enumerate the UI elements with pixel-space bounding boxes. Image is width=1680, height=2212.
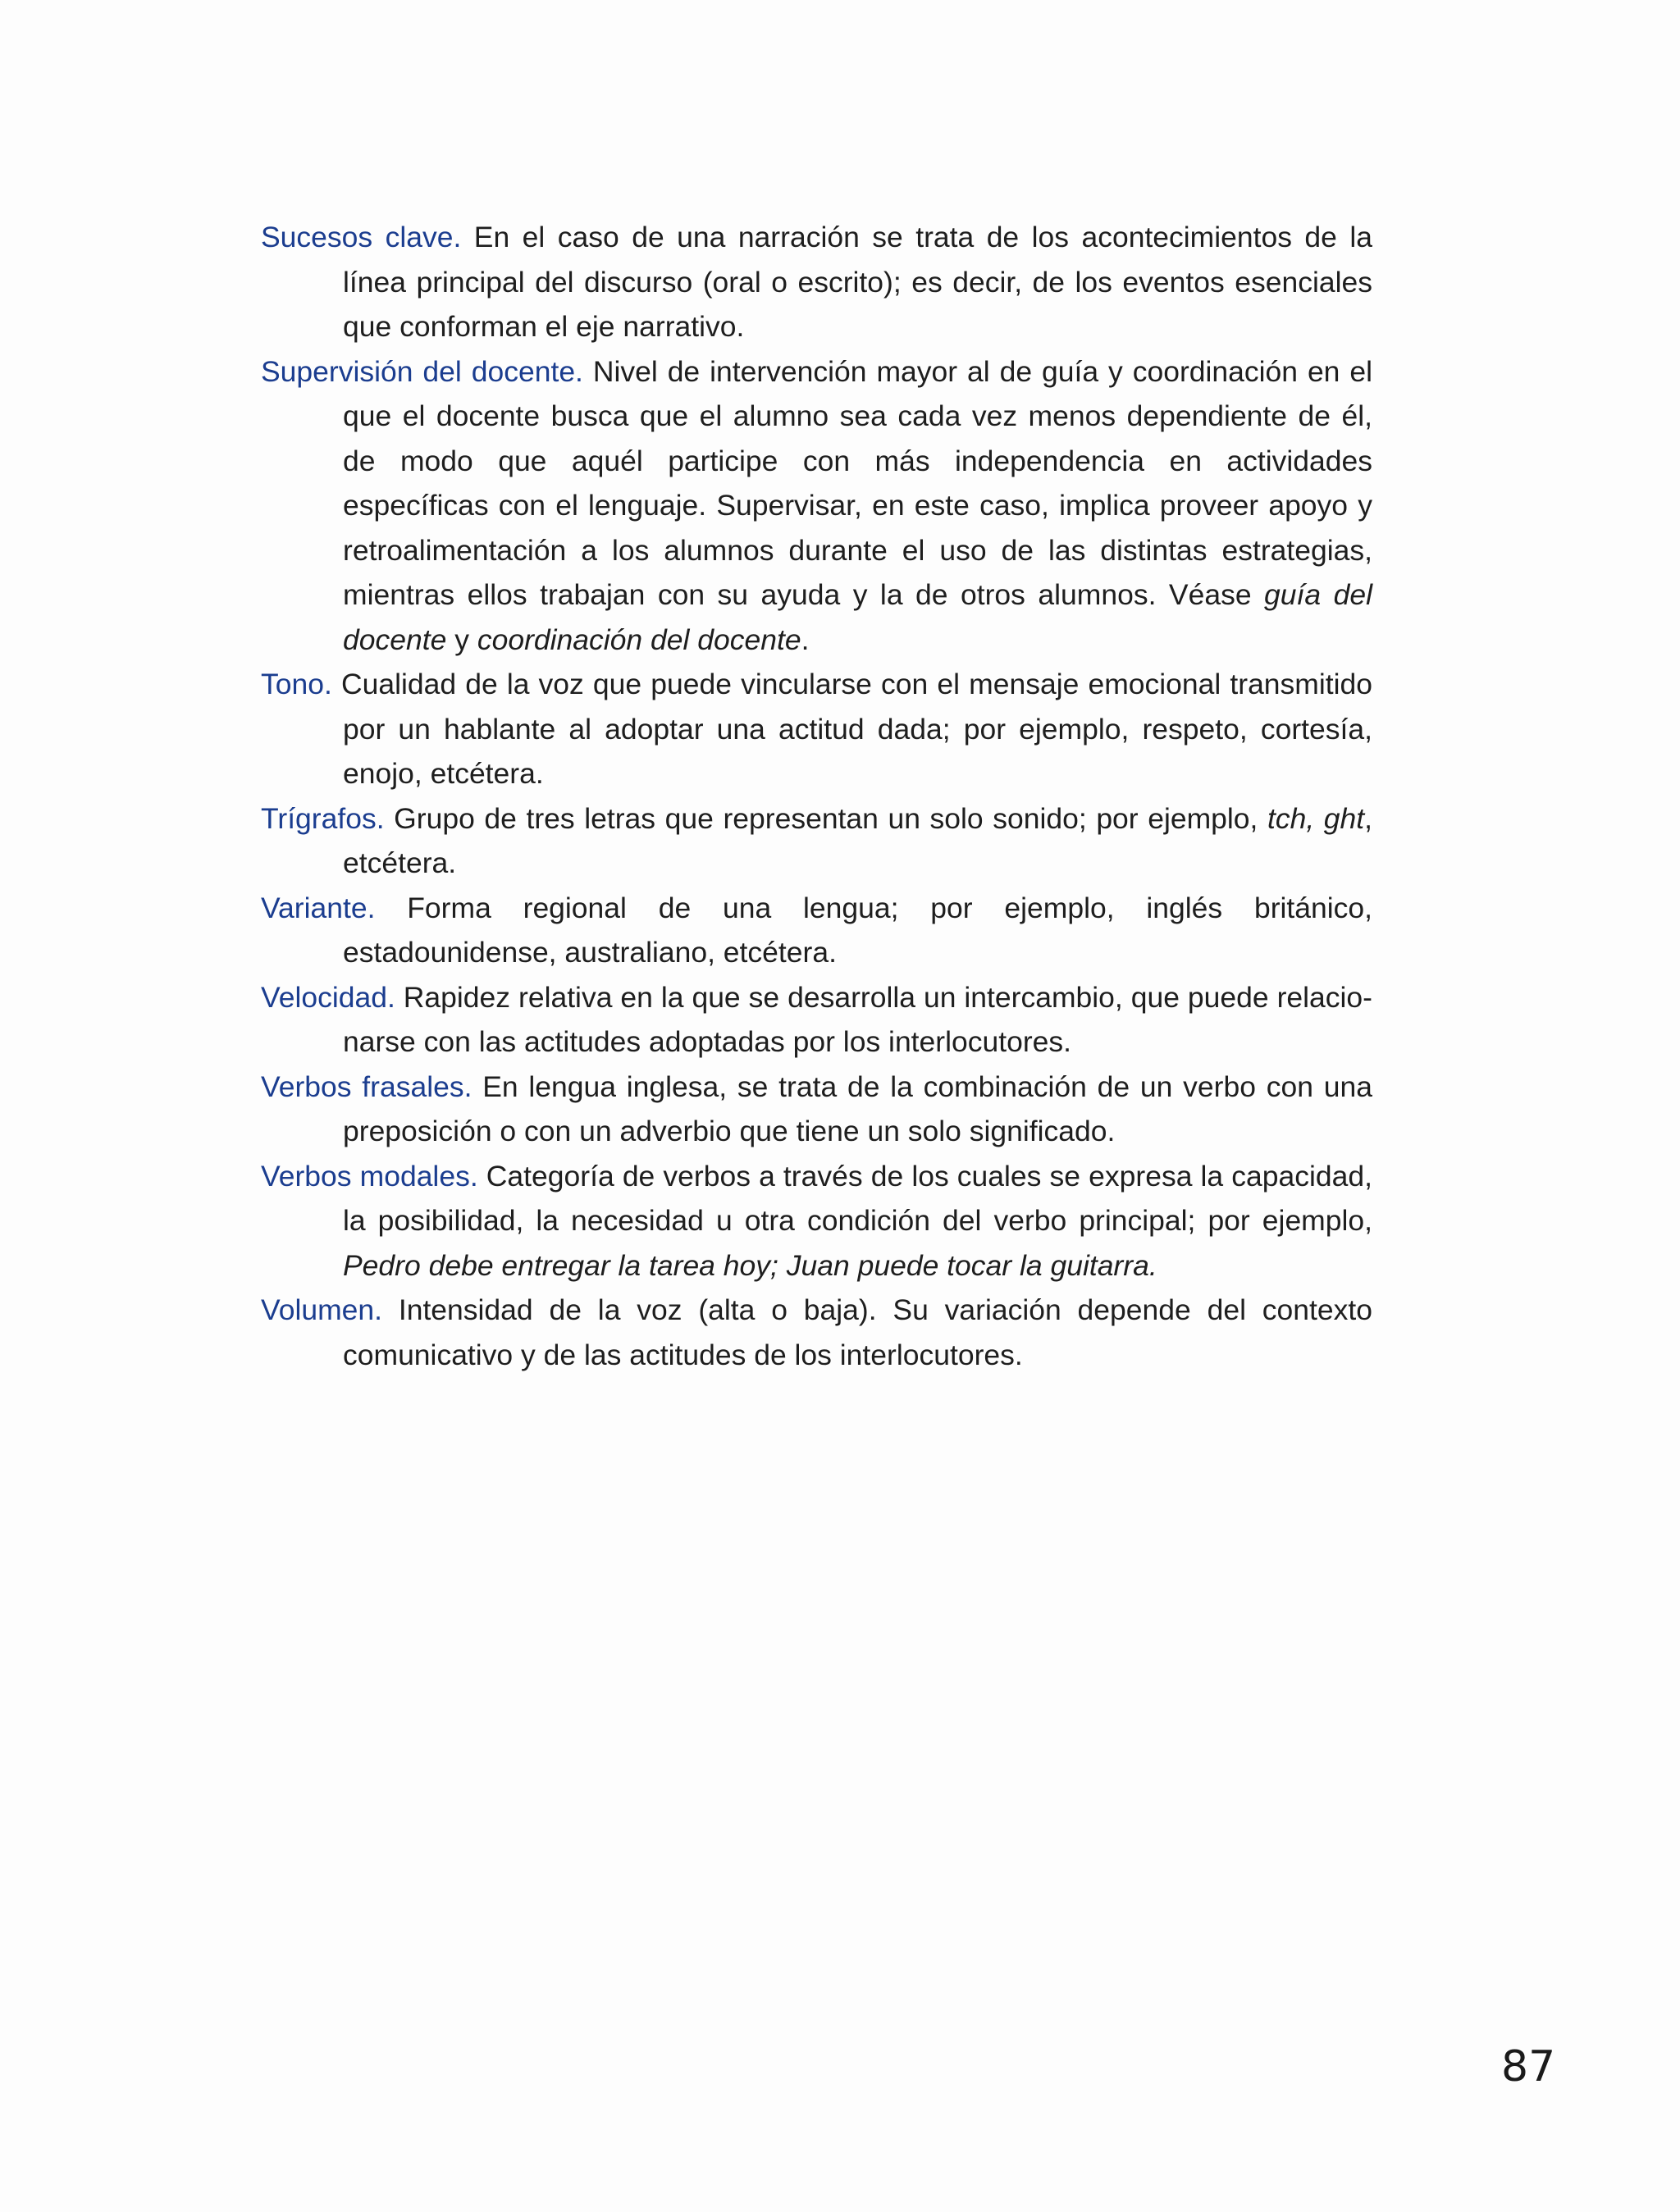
glossary-definition: Grupo de tres letras que representan un solo sonido; por ejemplo, bbox=[384, 801, 1267, 835]
glossary-list bbox=[261, 215, 1372, 1377]
cross-reference: coordinación del docente bbox=[477, 623, 801, 656]
glossary-definition: En el caso de una narración se trata de los acontecimientos de la línea principal del discurso (oral o escrito); es decir, de los eventos esenciales que conforman el eje narrativo. bbox=[343, 221, 1373, 343]
glossary-definition: Cualidad de la voz que puede vincularse con el mensaje emocional transmitido por un hablante al adoptar una actitud dada; por ejemplo, respeto, cortesía, enojo, etcétera. bbox=[331, 668, 1372, 790]
example-text: Pedro debe entregar la tarea hoy; Juan puede tocar la guitarra. bbox=[343, 1248, 1157, 1282]
glossary-definition-connector: y bbox=[446, 623, 477, 656]
glossary-definition: Nivel de intervención mayor al de guía y coordinación en el que el docente busca que el alumno sea cada vez menos dependiente de él, de modo que aquél participe con más independencia en actividades específicas con el lenguaje. Supervisar, en este caso, implica proveer apoyo y retroalimentación a los alumnos durante el uso de las distintas estrategias, mientras ellos trabajan con su ayuda y la de otros alumnos. Véase bbox=[343, 354, 1372, 611]
glossary-entry-tono bbox=[261, 662, 1372, 796]
glossary-definition-end: . bbox=[801, 623, 810, 656]
glossary-term: Supervisión del docente. bbox=[261, 354, 583, 388]
glossary-entry-supervision-del-docente bbox=[261, 349, 1372, 663]
cross-reference: guía del docente bbox=[343, 578, 1372, 656]
glossary-entry-volumen bbox=[261, 1288, 1372, 1377]
glossary-term: Sucesos clave. bbox=[261, 221, 462, 253]
glossary-definition-end: , etcétera. bbox=[343, 801, 1372, 879]
glossary-entry-velocidad bbox=[261, 975, 1372, 1065]
glossary-entry-variante bbox=[261, 886, 1372, 975]
glossary-term: Trígrafos. bbox=[261, 801, 385, 835]
glossary-term: Variante. bbox=[261, 891, 376, 924]
glossary-term: Volumen. bbox=[261, 1293, 383, 1326]
glossary-definition: Intensidad de la voz (alta o baja). Su variación depende del contexto comunicativo y de las actitudes de los interlocutores. bbox=[343, 1293, 1372, 1371]
glossary-term: Verbos frasales. bbox=[261, 1070, 472, 1103]
glossary-entry-trigrafos bbox=[261, 796, 1372, 886]
glossary-entry-verbos-modales bbox=[261, 1154, 1372, 1288]
glossary-definition: En lengua inglesa, se trata de la combinación de un verbo con una preposición o con un adverbio que tiene un solo significado. bbox=[343, 1070, 1372, 1147]
example-text: tch, ght bbox=[1267, 801, 1365, 835]
glossary-term: Verbos modales. bbox=[261, 1159, 478, 1193]
glossary-definition: Categoría de verbos a través de los cuales se expresa la capacidad, la posibilidad, la necesidad u otra condición del verbo principal; por ejemplo, bbox=[343, 1159, 1372, 1237]
glossary-definition: Forma regional de una lengua; por ejemplo, inglés británico, estadounidense, australiano, etcétera. bbox=[343, 891, 1372, 969]
glossary-definition: Rapidez relativa en la que se desarrolla un intercambio, que puede relacionarse con las actitudes adoptadas por los interlocutores. bbox=[343, 980, 1372, 1058]
glossary-entry-verbos-frasales bbox=[261, 1065, 1372, 1154]
page-number: 87 bbox=[1501, 2042, 1556, 2091]
glossary-entry-sucesos-clave bbox=[261, 215, 1372, 349]
glossary-term: Tono. bbox=[261, 668, 332, 700]
glossary-term: Velocidad. bbox=[261, 980, 395, 1014]
